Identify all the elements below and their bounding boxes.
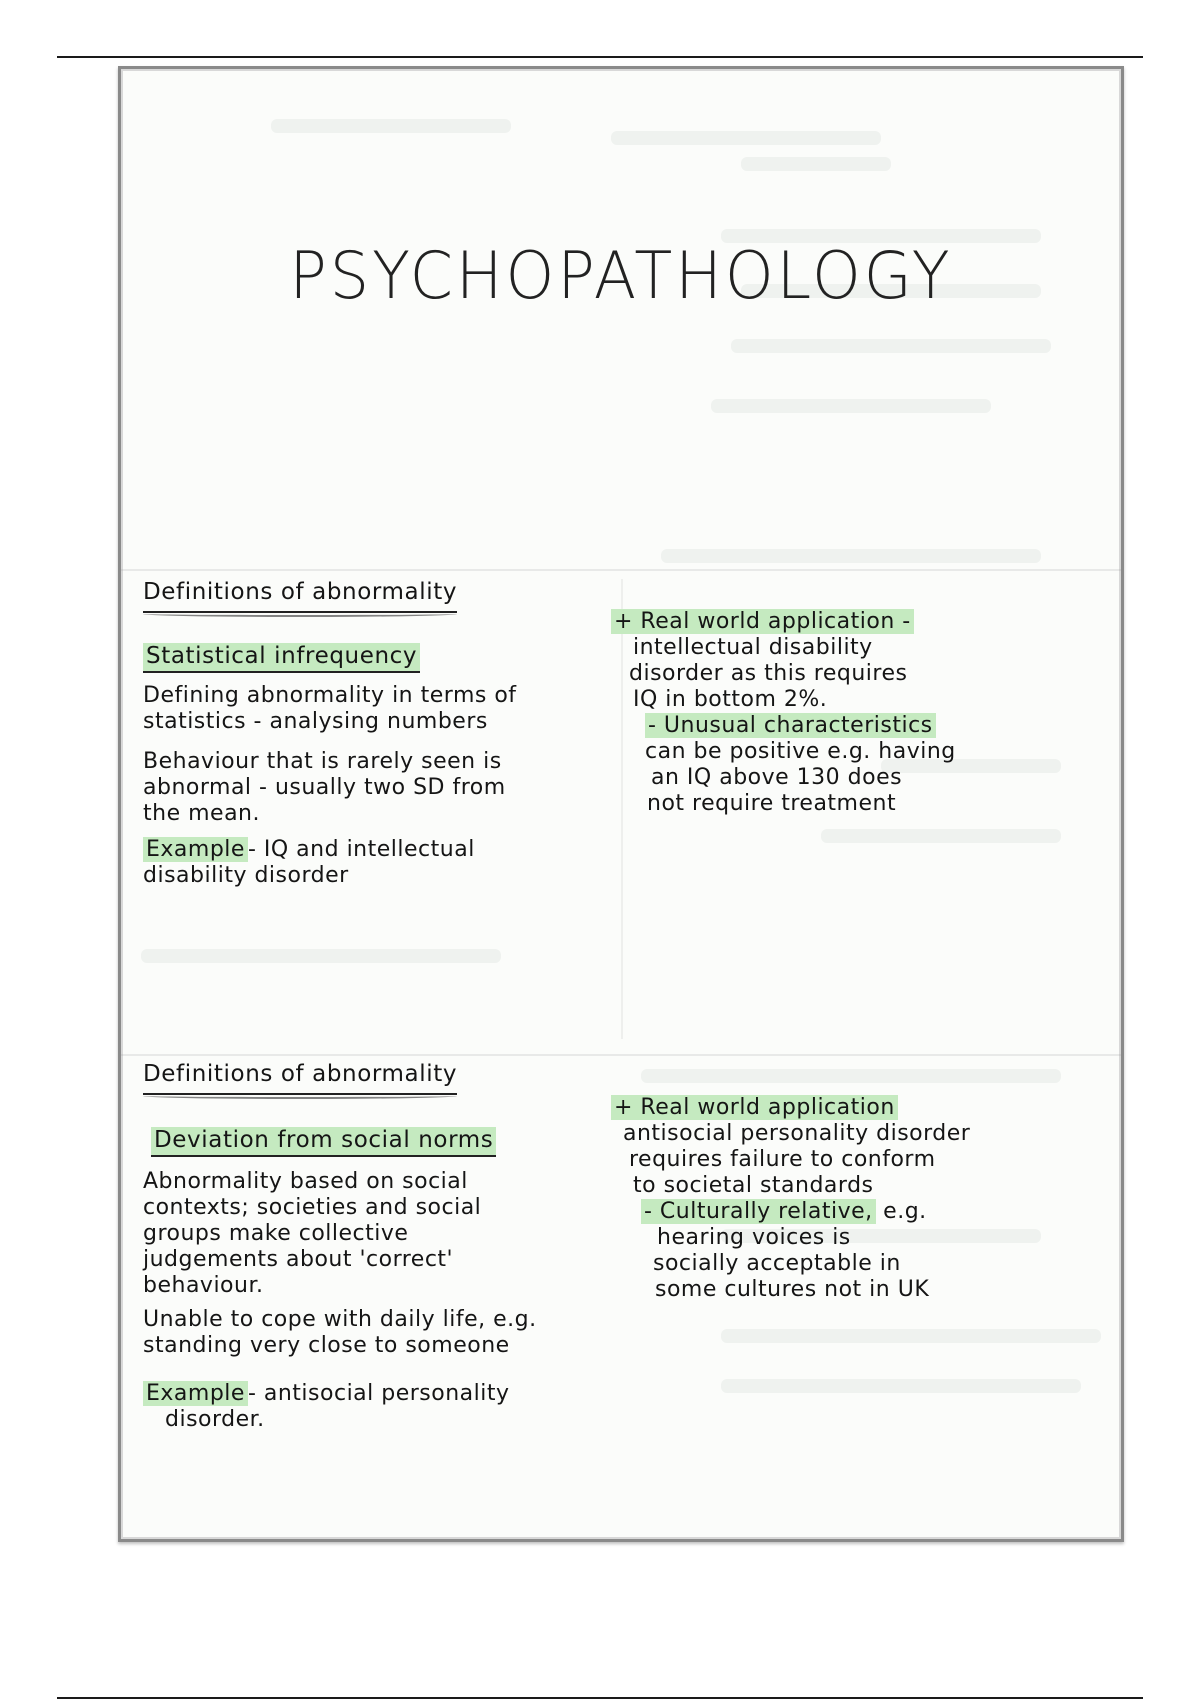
subheading: Deviation from social norms (151, 1127, 496, 1157)
description-line: Behaviour that is rarely seen is (143, 749, 502, 774)
description-line: the mean. (143, 801, 260, 826)
strength-line: antisocial personality disorder (623, 1121, 971, 1146)
strength-line: disorder as this requires (629, 661, 908, 686)
weakness-label: - Culturally relative, (641, 1199, 876, 1224)
definition-line: judgements about 'correct' (143, 1247, 454, 1272)
description-line: Unable to cope with daily life, e.g. (143, 1307, 537, 1332)
section-deviation-social-norms (143, 1061, 603, 1433)
weakness-line: an IQ above 130 does (651, 765, 903, 790)
strength-line: IQ in bottom 2%. (633, 687, 828, 712)
example-text: disability disorder (143, 863, 349, 888)
weakness-label: - Unusual characteristics (645, 713, 936, 738)
subheading: Statistical infrequency (143, 643, 420, 673)
definition-line: statistics - analysing numbers (143, 709, 488, 734)
definition-line: Defining abnormality in terms of (143, 683, 517, 708)
definition-line: Abnormality based on social (143, 1169, 468, 1194)
section-heading: Definitions of abnormality (143, 1061, 457, 1095)
weakness-line: socially acceptable in (653, 1251, 901, 1276)
strength-line: requires failure to conform (629, 1147, 936, 1172)
evaluation-statistical-infrequency (611, 609, 1041, 817)
weakness-line: some cultures not in UK (655, 1277, 930, 1302)
page-title: PSYCHOPATHOLOGY (289, 237, 953, 314)
definition-line: contexts; societies and social (143, 1195, 482, 1220)
notes-sheet (118, 66, 1124, 1542)
example-text: - antisocial personality (247, 1381, 510, 1406)
weakness-line: hearing voices is (657, 1225, 851, 1250)
bottom-rule (57, 1697, 1143, 1699)
example-text: disorder. (165, 1407, 265, 1432)
section-heading: Definitions of abnormality (143, 579, 457, 613)
definition-line: groups make collective (143, 1221, 409, 1246)
description-line: abnormal - usually two SD from (143, 775, 506, 800)
example-label: Example (143, 1381, 248, 1406)
weakness-line: not require treatment (647, 791, 897, 816)
example-label: Example (143, 837, 248, 862)
section-divider (121, 569, 1121, 571)
description-line: standing very close to someone (143, 1333, 510, 1358)
strength-line: intellectual disability (633, 635, 873, 660)
definition-line: behaviour. (143, 1273, 264, 1298)
strength-label: + Real world application (611, 1095, 898, 1120)
weakness-suffix: e.g. (875, 1199, 927, 1224)
strength-label: + Real world application - (611, 609, 914, 634)
section-statistical-infrequency (143, 579, 603, 889)
section-divider (121, 1054, 1121, 1056)
top-rule (57, 56, 1143, 58)
weakness-line: can be positive e.g. having (645, 739, 956, 764)
example-text: - IQ and intellectual (247, 837, 475, 862)
evaluation-social-norms (611, 1095, 1051, 1303)
strength-line: to societal standards (633, 1173, 874, 1198)
